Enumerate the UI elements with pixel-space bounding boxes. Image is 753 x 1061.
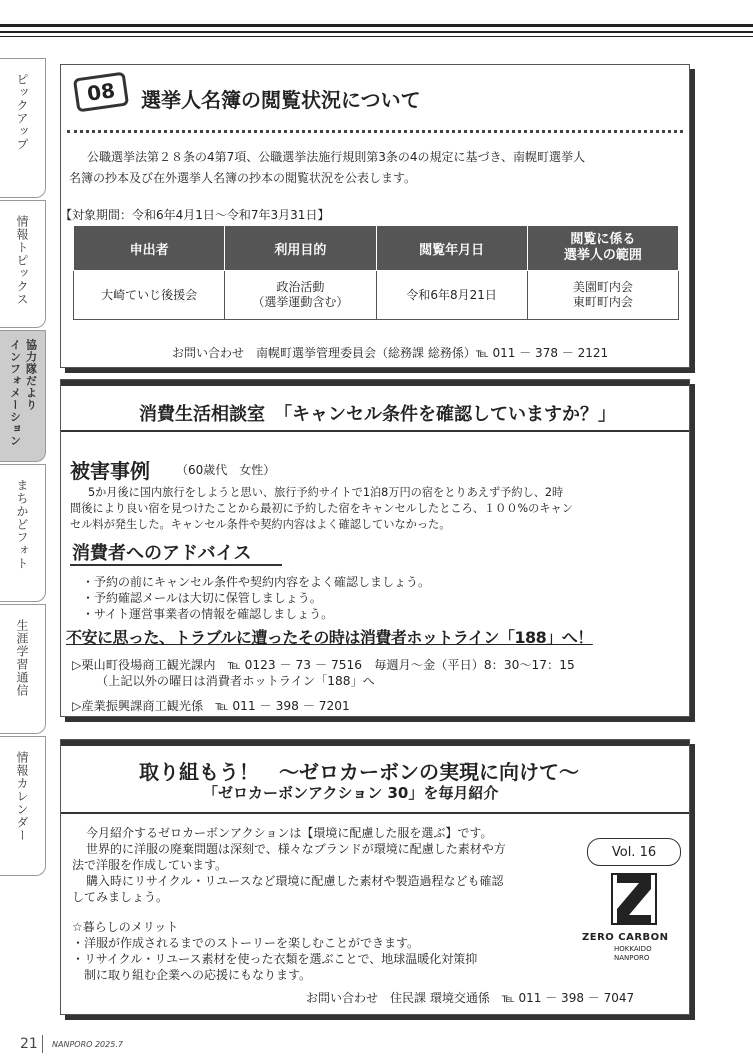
contact-text: お問い合わせ 住民課 環境交通係 ℡ 011 － 398 － 7047 <box>306 991 635 1005</box>
badge-number: 08 <box>85 78 117 106</box>
tab-label: 生涯学習通信 <box>15 619 29 697</box>
applicant-cell: 大崎ていじ後援会 <box>74 271 225 320</box>
top-rule <box>0 24 753 27</box>
zero-carbon-logo-icon <box>611 873 657 925</box>
footer-divider <box>42 1035 43 1053</box>
section-title: 消費生活相談室 「キャンセル条件を確認していますか？」 <box>139 404 616 425</box>
tab-label: 情報トピックス <box>15 215 29 306</box>
panel-divider <box>61 812 689 814</box>
body-text: 購入時にリサイクル・リユースなど環境に配慮した素材や製造過程なども確認 <box>86 874 504 888</box>
header-line: 選挙人の範囲 <box>563 248 642 263</box>
logo-text: NANPORO <box>614 954 650 962</box>
top-rule <box>0 36 753 37</box>
section-title: 選挙人名簿の閲覧状況について <box>141 88 421 112</box>
merit-item: 制に取り組む企業への応援にもなります。 <box>72 968 312 982</box>
case-text: 間後により良い宿を見つけたことから最初に予約した宿をキャンセルしたところ、１００%のキャン <box>70 502 573 515</box>
tab-information[interactable] <box>0 330 46 462</box>
column-header: 申出者 <box>74 226 225 271</box>
tab-calendar[interactable] <box>0 736 46 876</box>
body-text: 公職選挙法第２８条の4第7項、公職選挙法施行規則第3条の4の規定に基づき、南幌町選挙人 <box>87 150 586 164</box>
contact-text: ▷栗山町役場商工観光課内 ℡ 0123 － 73 － 7516 毎週月～金（平日）8：30～17：15 <box>72 658 575 672</box>
cell-line: 東町町内会 <box>572 295 633 309</box>
body-text: 法で洋服を作成しています。 <box>72 858 228 872</box>
cell-line: 美園町内会 <box>572 280 633 294</box>
range-cell <box>527 271 678 320</box>
logo-text: ZERO CARBON <box>582 932 669 943</box>
section-title: 取り組もう！ ～ゼロカーボンの実現に向けて～ <box>139 760 579 784</box>
tab-topics[interactable] <box>0 200 46 328</box>
body-text: 今月紹介するゼロカーボンアクションは【環境に配慮した服を選ぶ】です。 <box>86 826 493 840</box>
column-header: 利用目的 <box>225 226 376 271</box>
target-period: 【対象期間：令和6年4月1日～令和7年3月31日】 <box>60 208 330 222</box>
column-header: 閲覧年月日 <box>376 226 527 271</box>
advice-item: ・予約確認メールは大切に保管しましょう。 <box>82 591 322 605</box>
purpose-cell <box>225 271 376 320</box>
cell-line: （選挙運動含む） <box>252 295 349 309</box>
case-text: セル料が発生した。キャンセル条件や契約内容はよく確認していなかった。 <box>70 518 451 531</box>
section-subtitle: 「ゼロカーボンアクション 30」を毎月紹介 <box>203 784 499 802</box>
tab-learning[interactable] <box>0 604 46 734</box>
merit-item: ・洋服が作成されるまでのストーリーを楽しむことができます。 <box>72 936 420 950</box>
tab-label: 協力隊だより <box>24 339 38 411</box>
case-person: （60歳代 女性） <box>176 463 276 477</box>
contact-text: （上記以外の曜日は消費者ホットライン「188」へ <box>96 674 375 688</box>
contact-text: お問い合わせ 南幌町選挙管理委員会（総務課 総務係）℡ 011 － 378 － 2121 <box>172 346 609 360</box>
tab-label: まちかどフォト <box>15 479 29 570</box>
advice-heading: 消費者へのアドバイス <box>72 543 252 564</box>
column-header <box>527 226 678 271</box>
panel-divider <box>61 430 689 432</box>
hotline-heading: 不安に思った、トラブルに遭ったその時は消費者ホットライン「188」へ！ <box>66 628 593 647</box>
tab-pickup[interactable] <box>0 58 46 198</box>
advice-underline <box>70 564 282 566</box>
date-cell: 令和6年8月21日 <box>376 271 527 320</box>
body-text: 世界的に洋服の廃棄問題は深刻で、様々なブランドが環境に配慮した素材や方 <box>86 842 506 856</box>
body-text: してみましょう。 <box>72 890 169 904</box>
tab-label: インフォメーション <box>8 339 22 447</box>
logo-text: HOKKAIDO <box>614 945 652 953</box>
tab-photo[interactable] <box>0 464 46 602</box>
merit-item: ・リサイクル・リユース素材を使った衣類を選ぶことで、地球温暖化対策抑 <box>72 952 478 966</box>
merit-heading: ☆暮らしのメリット <box>72 920 179 934</box>
tab-label: ピックアップ <box>15 73 29 151</box>
dotted-divider <box>67 130 683 133</box>
issue-label: NANPORO 2025.7 <box>52 1040 123 1049</box>
header-line: 閲覧に係る <box>570 232 636 247</box>
section-badge <box>73 72 129 113</box>
page-number: 21 <box>20 1036 38 1052</box>
vol-badge <box>587 838 681 866</box>
panel-top-bar <box>61 380 689 386</box>
vol-text: Vol. 16 <box>611 844 657 860</box>
body-text: 名簿の抄本及び在外選挙人名簿の抄本の閲覧状況を公表します。 <box>69 171 417 185</box>
panel-top-bar <box>61 740 689 746</box>
advice-item: ・サイト運営事業者の情報を確認しましょう。 <box>82 607 334 621</box>
cell-line: 政治活動 <box>276 280 325 294</box>
case-text: 5か月後に国内旅行をしようと思い、旅行予約サイトで1泊8万円の宿をとりあえず予約し、2時 <box>88 486 564 499</box>
tab-label: 情報カレンダー <box>15 751 29 842</box>
advice-item: ・予約の前にキャンセル条件や契約内容をよく確認しましょう。 <box>82 575 431 589</box>
top-rule <box>0 31 753 33</box>
register-table <box>73 225 679 320</box>
table-header-row <box>74 226 679 271</box>
case-heading: 被害事例 <box>70 459 150 483</box>
contact-text: ▷産業振興課商工観光係 ℡ 011 － 398 － 7201 <box>72 699 350 713</box>
table-row <box>74 271 679 320</box>
